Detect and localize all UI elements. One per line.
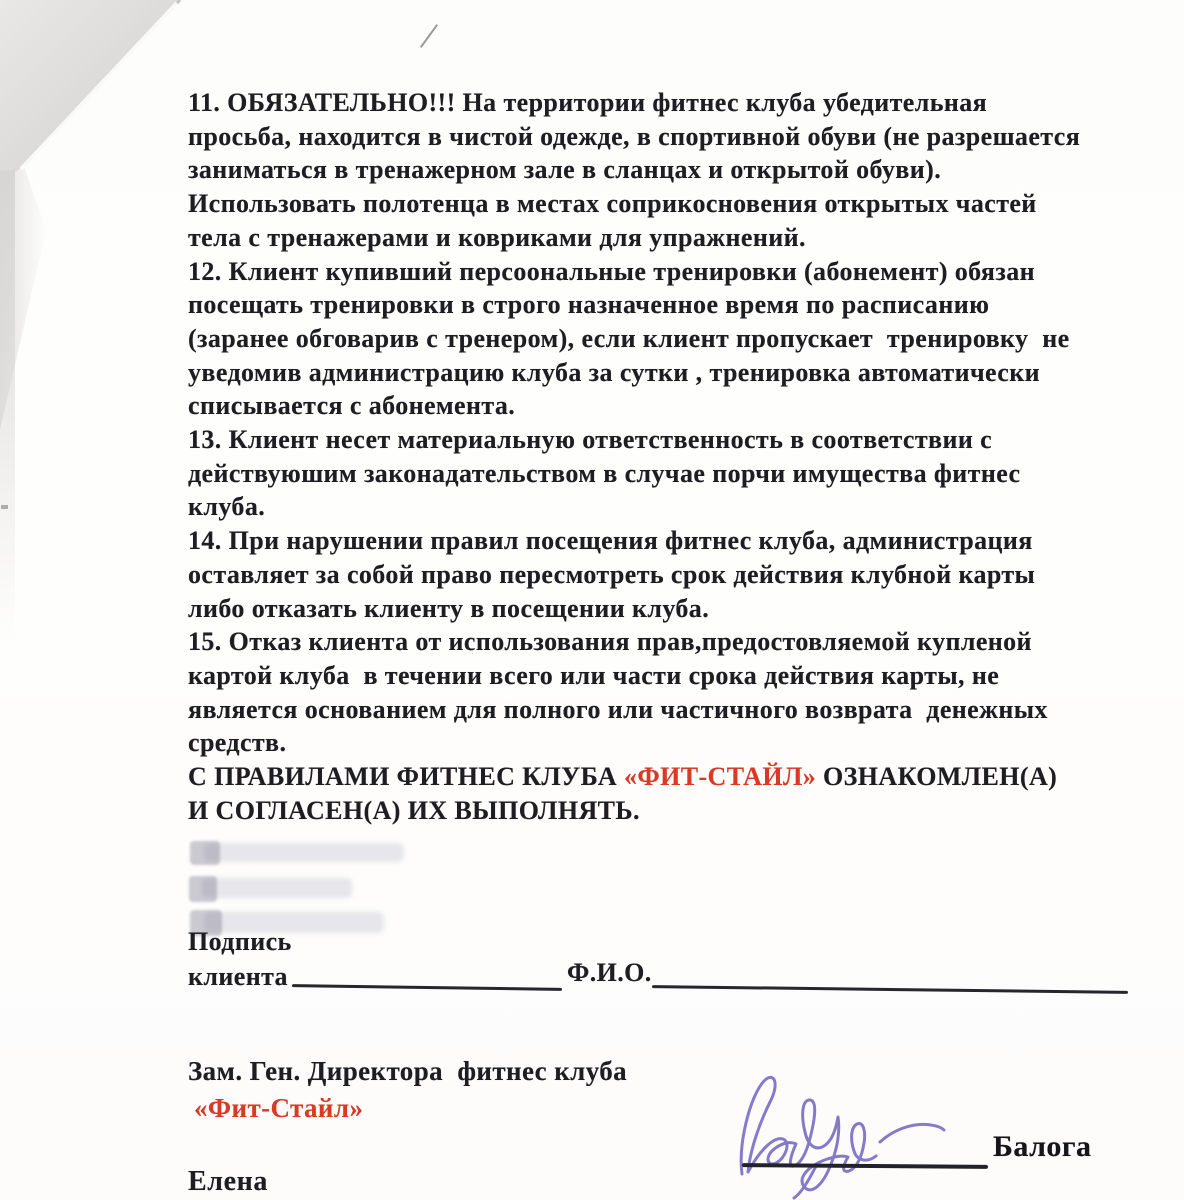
rule-line: списывается с абонемента. [188, 391, 516, 421]
rule-line: уведомив администрацию клуба за сутки , тренировка автоматически [188, 357, 1041, 387]
rule-line: клуба. [188, 492, 266, 522]
fio-label: Ф.И.О. [567, 958, 652, 987]
rule-line: картой клуба в течении всего или части срока действия карты, не [188, 660, 1000, 690]
director-title-line: Зам. Ген. Директора фитнес клуба [188, 1056, 628, 1086]
acknowledgement-line2: И СОГЛАСЕН(А) ИХ ВЫПОЛНЯТЬ. [188, 795, 640, 825]
scanner-corner-artifact [0, 0, 220, 700]
rule-line: является основанием для полного или частичного возврата денежных [188, 694, 1048, 724]
rule-line: 12. Клиент купивший персоональные тренировки (абонемент) обязан [188, 256, 1036, 286]
bleed-through-artifact [204, 843, 404, 862]
rule-line: 13. Клиент несет материальную ответственность в соответствии с [188, 425, 993, 455]
acknowledgement-prefix: С ПРАВИЛАМИ ФИТНЕС КЛУБА [188, 762, 624, 792]
director-first-name: Елена [188, 1166, 268, 1197]
rule-line: средств. [188, 728, 287, 758]
club-brand-name: «ФИТ-СТАЙЛ» [623, 762, 817, 792]
scan-scratch-artifact [420, 24, 438, 48]
rule-line: посещать тренировки в строго назначенное время по расписанию [188, 290, 990, 320]
fio-blank-line [652, 985, 1128, 994]
bleed-through-artifact [202, 878, 352, 898]
client-signature-labels [188, 924, 292, 994]
rule-line: оставляет за собой право пересмотреть срок действия клубной карты [188, 559, 1036, 589]
rules-text-block [188, 86, 1148, 827]
rule-line: (заранее обговарив с тренером), если клиент пропускает тренировку не [188, 323, 1070, 353]
rule-line: 14. При нарушении правил посещения фитнес клуба, администрация [188, 526, 1033, 556]
rule-line: либо отказать клиенту в посещении клуба. [188, 593, 710, 623]
footer-club-brand-name: «Фит-Стайл» [194, 1093, 364, 1123]
rule-line: Использовать полотенца в местах соприкосновения открытых частей [188, 189, 1037, 219]
client-signature-blank-line [292, 984, 562, 991]
signature-label-line1: Подпись [188, 927, 292, 956]
rule-line: 15. Отказ клиента от использования прав,предостовляемой купленой [188, 627, 1032, 657]
rule-line: просьба, находится в чистой одежде, в спортивной обуви (не разрешается [188, 121, 1081, 151]
rule-line: действуюшим законадательством в случае порчи имущества фитнес [188, 458, 1021, 488]
acknowledgement-line [188, 760, 1148, 794]
rule-line: тела с тренажерами и ковриками для упражнений. [188, 222, 806, 252]
director-surname: Балога [993, 1130, 1092, 1163]
acknowledgement-suffix: ОЗНАКОМЛЕН(А) [816, 762, 1058, 792]
rule-line: заниматься в тренажерном зале в сланцах и открытой обуви). [188, 155, 942, 185]
rule-line: 11. ОБЯЗАТЕЛЬНО!!! На территории фитнес клуба убедительная [188, 88, 988, 117]
bleed-through-artifact [189, 876, 217, 902]
bleed-through-artifact [190, 841, 220, 865]
handwritten-signature [728, 1070, 1008, 1200]
signature-label-line2: клиента [188, 962, 288, 991]
